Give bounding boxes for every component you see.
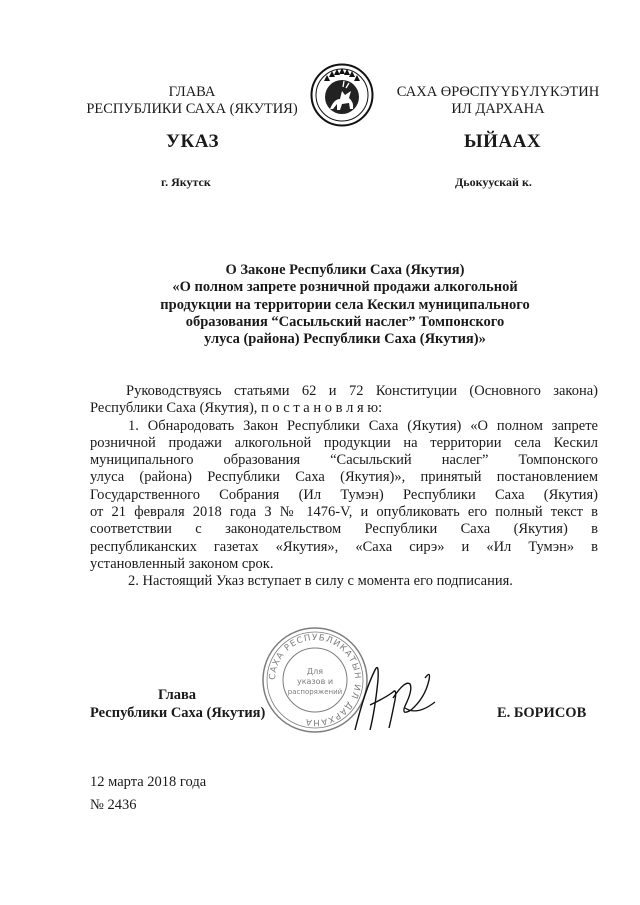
- decree-body: [90, 383, 598, 591]
- signatory-title-line1: Глава: [158, 687, 197, 703]
- body-line: Государственного Собрания (Ил Тумэн) Республики Саха (Якутия): [90, 486, 598, 503]
- body-line: муниципального образования “Сасыльский наслег” Томпонского: [90, 452, 598, 469]
- handwritten-signature: [345, 650, 445, 740]
- title-line: «О полном запрете розничной продажи алкогольной: [172, 279, 518, 296]
- header-left-line2: РЕСПУБЛИКИ САХА (ЯКУТИЯ): [86, 101, 298, 117]
- body-line: Руководствуясь статьями 62 и 72 Конституции (Основного закона): [126, 383, 598, 399]
- decree-title: [120, 262, 570, 348]
- seal-center-line3: распоряжений: [287, 688, 343, 696]
- header-left-line1: ГЛАВА: [168, 84, 216, 100]
- body-line: 1. Обнародовать Закон Республики Саха (Якутия) «О полном запрете: [128, 417, 598, 434]
- seal-center-line1: Для: [306, 667, 324, 676]
- seal-center-line2: указов и: [296, 677, 334, 686]
- body-line: установленный законом срок.: [90, 555, 274, 572]
- title-line: продукции на территории села Кескил муниципального: [160, 296, 530, 313]
- title-line: образования “Сасыльский наслег” Томпонского: [185, 313, 505, 330]
- signatory-title: [90, 687, 290, 722]
- city-sah: Дьокуускай к.: [455, 175, 532, 189]
- body-line: улуса (района) Республики Саха (Якутия)», принятый постановлением: [90, 469, 598, 486]
- signatory-title-line2: Республики Саха (Якутия): [90, 704, 266, 721]
- seal-ring-text: САХА РЕСПУБЛИКАТЫН ИЛ ДАРХАНА: [267, 632, 363, 728]
- decree-heading-ru: УКАЗ: [166, 131, 219, 152]
- header-left: [72, 84, 312, 118]
- body-line: Республики Саха (Якутия), п о с т а н о в л я ю:: [90, 400, 383, 417]
- decree-date: 12 марта 2018 года: [90, 774, 207, 790]
- title-line: О Законе Республики Саха (Якутия): [225, 262, 465, 278]
- header-right: [378, 84, 618, 118]
- body-line: 2. Настоящий Указ вступает в силу с момента его подписания.: [128, 573, 513, 590]
- city-ru: г. Якутск: [161, 175, 211, 189]
- signatory-name: Е. БОРИСОВ: [497, 705, 587, 721]
- decree-heading-sah: ЫЙААХ: [464, 131, 542, 152]
- body-line: розничной продажи алкогольной продукции на территории села Кескил: [90, 434, 598, 451]
- body-line: республиканских газетах «Якутия», «Саха сирэ» и «Ил Тумэн» в: [90, 538, 598, 555]
- title-line: улуса (района) Республики Саха (Якутия)»: [204, 331, 486, 348]
- coat-of-arms-emblem: [310, 63, 374, 127]
- decree-number: № 2436: [90, 797, 137, 813]
- body-line: от 21 февраля 2018 года З № 1476-V, и опубликовать его полный текст в: [90, 504, 598, 521]
- decree-footer: [90, 773, 206, 815]
- body-line: соответствии с законодательством Республики Саха (Якутия) в: [90, 521, 598, 538]
- header-right-line2: ИЛ ДАРХАНА: [451, 101, 545, 117]
- header-right-line1: САХА ӨРӨСПҮҮБҮЛҮКЭТИН: [396, 84, 600, 100]
